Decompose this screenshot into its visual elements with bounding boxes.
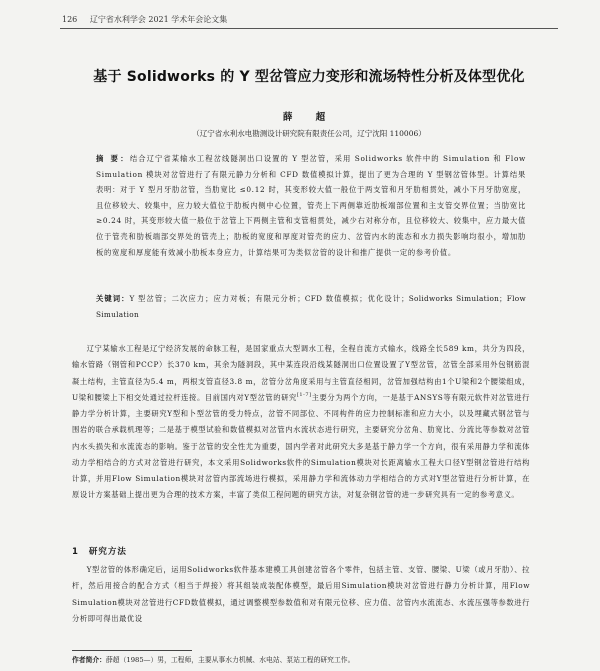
keywords-label: 关键词： [96,294,130,303]
footnote-label: 作者简介： [72,656,106,664]
introduction-paragraph [72,341,530,504]
keywords [96,291,526,322]
paper-title: 基于 Solidworks 的 Y 型岔管应力变形和流场特性分析及体型优化 [93,69,525,85]
header-rule [60,28,558,29]
citation: [1-7] [296,391,312,398]
section-heading [72,545,127,557]
footnote-rule [72,650,192,651]
journal-name: 辽宁省水利学会 2021 学术年会论文集 [89,15,228,24]
running-head [62,14,227,25]
author-affiliation: （辽宁省水利水电勘测设计研究院有限责任公司，辽宁沈阳 110006） [192,129,426,138]
method-paragraph: Y型岔管的体形确定后，运用Solidworks软件基本建模工具创建岔管各个零件，包括主管、支管、腰梁、U梁（或月牙肋）、拉杆，然后用接合的配合方式（相当于焊接）将其组装成装配体模型，最后用Simulation模块对岔管进行静力分析计算，用Flow Simulation模块对岔管进行CFD数值模拟，通过调整模型参数值和对有限元位移、应力值、岔管内水流流态、水流压强等参数进行分析即可得出最优设 [72,565,530,624]
author-name: 薛 超 [282,112,336,123]
page-number: 126 [62,15,78,24]
footnote-text: 薛超（1985—）男，工程师，主要从事水力机械、水电站、泵站工程的研究工作。 [105,656,355,664]
keywords-text: Y 型岔管；二次应力；应力对板；有限元分析；CFD 数值模拟；优化设计；Solidworks Simulation；Flow Simulation [96,294,526,319]
abstract-text: 结合辽宁省某输水工程岔线隧洞出口设置的 Y 型岔管，采用 Solidworks 软件中的 Simulation 和 Flow Simulation 模块对岔管进行了有限元静力分析和 CFD 数值模拟计算，提出了更为合理的 Y 型钢岔管体型。计算结果表明：对于 Y 型月牙肋岔管，当肋宽比 ≤0.12 时，其变形较大值一般位于两支管和月牙肋相贯处，减小下月牙肋宽度，且位移较大、较集中，应力较大值位于肋板内侧中心位置，管壳上下两侧靠近肋板端部位置和主支管交界位置；当肋宽比 ≥0.24 时，其变形较大值一般位于岔管上下两侧主管和支管相贯处，减少右对称分布，且位移较大、较集中，应力最大值位于管壳和肋板端部交界处的管壳上；肋板的宽度和厚度对管壳的应力、岔管内水的流态和水力损失影响均很小，增加肋板的宽度和厚度能有效减小肋板本身应力，计算结果可为类似岔管的设计和推广提供一定的参考价值。 [96,154,526,257]
section-title: 研究方法 [88,547,127,557]
intro-text: 辽宁某输水工程是辽宁经济发展的命脉工程，是国家重点大型调水工程，全程自流方式输水，线路全长589 km，共分为四段，输水管路（钢管和PCCP）长370 km，其余为隧洞段，其中某连段沿线某隧洞出口位置设置了Y型岔管，岔管全部采用外包钢筋混凝土结构，主管直径为5.4 m，两根支管直径3.8 m，岔管分岔角度采用与主管直径相同，岔管加强结构由1个U梁和2个腰梁组成，U梁和腰梁上下相交处通过拉杆连接。目前国内对Y型岔管的研究 [72,344,530,402]
abstract-label: 摘 要： [96,154,130,163]
section-number: 1 [72,547,79,557]
footnote [72,654,542,664]
abstract [96,151,526,260]
intro-text-continued: 主要分为两个方向，一是基于ANSYS等有限元软件对岔管进行静力学分析计算，主要研究Y型和卜型岔管的受力特点，岔管不同部位、不同构件的应力控制标准和应力大小，以及埋藏式钢岔管与围岩的联合承载机理等；二是基于模型试验和数值模拟对岔管内水流状态进行研究，主要研究分岔角、肋宽比、分流比等参数对岔管内水头损失和水流流态的影响。鉴于岔管的安全性尤为重要，国内学者对此研究大多是基于静力学一个方向，很有采用静力学和流体动力学相结合的方式对岔管进行研究，本文采用Solidworks软件的Simulation模块对长距离输水工程大口径Y型钢岔管进行结构计算，并用Flow Simulation模块对岔管内部流场进行模拟，采用静力学和流体动力学相结合的方式对Y型岔管进行分析计算，在原设计方案基础上提出更为合理的技术方案，丰富了类似工程问题的研究方法，对复杂钢岔管的进一步研究具有一定的参考意义。 [72,392,530,500]
